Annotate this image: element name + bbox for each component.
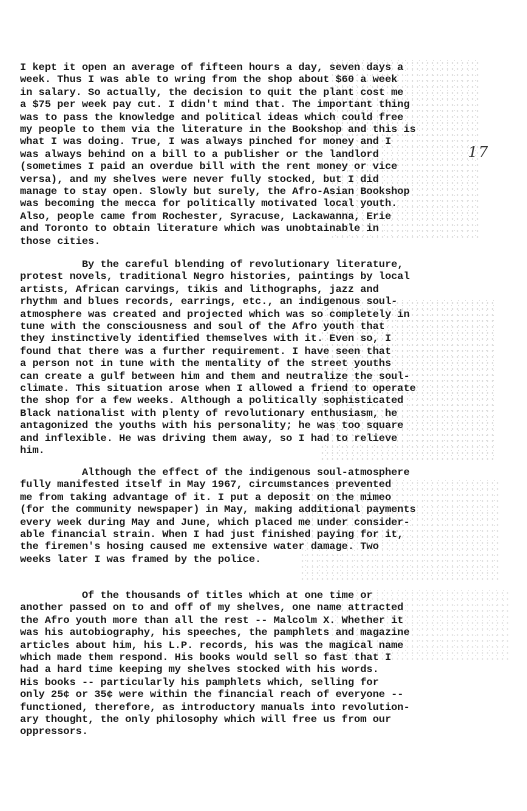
paragraph-2: [20, 259, 510, 458]
text-line: a $75 per week pay cut. I didn't mind that. The important thing: [20, 99, 410, 112]
text-line: found that there was a further requirement. I have seen that: [20, 345, 392, 358]
text-line: versa), and my shelves were never fully stocked, but I did: [20, 173, 379, 186]
text-line: can create a gulf between him and them and neutralize the soul-: [20, 370, 410, 383]
text-line: a person not in tune with the mentality of the street youths: [20, 358, 392, 371]
text-line: atmosphere was created and projected which was so completely in: [20, 308, 410, 321]
text-line: His books -- particularly his pamphlets which, selling for: [20, 676, 379, 689]
text-line: I kept it open an average of fifteen hours a day, seven days a: [20, 62, 404, 74]
text-line: him.: [20, 445, 45, 458]
paragraph-4: [20, 590, 510, 739]
text-line: Of the thousands of titles which at one time or: [20, 590, 373, 602]
text-line: Although the effect of the indigenous soul-atmosphere: [20, 467, 410, 479]
text-line: By the careful blending of revolutionary literature,: [20, 259, 404, 271]
text-line: those cities.: [20, 235, 101, 248]
text-line: climate. This situation arose when I allowed a friend to operate: [20, 383, 416, 396]
paragraph-1: [20, 62, 510, 248]
text-line: tune with the consciousness and soul of the Afro youth that: [20, 321, 385, 334]
text-line: was to pass the knowledge and political ideas which could free: [20, 111, 404, 124]
text-line: and Toronto to obtain literature which was unobtainable in: [20, 223, 379, 236]
text-line: they instinctively identified themselves with it. Even so, I: [20, 333, 392, 346]
text-line: protest novels, traditional Negro histories, paintings by local: [20, 271, 410, 284]
text-line: the firemen's hosing caused me extensive water damage. Two: [20, 541, 379, 554]
text-line: weeks later I was framed by the police.: [20, 553, 262, 566]
text-line: was always behind on a bill to a publisher or the landlord: [20, 148, 379, 161]
text-line: week. Thus I was able to wring from the shop about $60 a week: [20, 74, 398, 87]
text-line: and inflexible. He was driving them away, so I had to relieve: [20, 432, 398, 445]
text-line: was becoming the mecca for politically motivated local youth.: [20, 198, 398, 211]
handwritten-page-number: 17: [468, 143, 490, 161]
text-line: manage to stay open. Slowly but surely, the Afro-Asian Bookshop: [20, 186, 410, 199]
paragraph-3: [20, 467, 510, 566]
text-line: Black nationalist with plenty of revolutionary enthusiasm, he: [20, 407, 398, 420]
text-line: in salary. So actually, the decision to quit the plant cost me: [20, 86, 404, 99]
text-line: ary thought, the only philosophy which will free us from our: [20, 714, 392, 727]
text-line: only 25¢ or 35¢ were within the financial reach of everyone --: [20, 689, 404, 702]
text-line: antagonized the youths with his personality; he was too square: [20, 420, 404, 433]
text-line: oppressors.: [20, 726, 89, 739]
text-line: my people to them via the literature in the Bookshop and this is: [20, 124, 416, 137]
text-line: Also, people came from Rochester, Syracuse, Lackawanna, Erie: [20, 210, 392, 223]
text-line: rhythm and blues records, earrings, etc., an indigenous soul-: [20, 296, 398, 309]
text-line: me from taking advantage of it. I put a deposit on the mimeo: [20, 491, 392, 504]
text-line: functioned, therefore, as introductory manuals into revolution-: [20, 701, 410, 714]
text-line: the Afro youth more than all the rest -- Malcolm X. Whether it: [20, 614, 404, 627]
text-line: artists, African carvings, tikis and lithographs, jazz and: [20, 283, 379, 296]
text-line: another passed on to and off of my shelves, one name attracted: [20, 602, 404, 615]
text-line: had a hard time keeping my shelves stocked with his words.: [20, 664, 379, 677]
text-line: what I was doing. True, I was always pinched for money and I: [20, 136, 392, 149]
text-line: which made them respond. His books would sell so fast that I: [20, 652, 392, 665]
text-line: able financial strain. When I had just finished paying for it,: [20, 529, 404, 542]
text-line: every week during May and June, which placed me under consider-: [20, 516, 410, 529]
text-line: (sometimes I paid an overdue bill with the rent money or vice: [20, 161, 398, 174]
text-line: (for the community newspaper) in May, making additional payments: [20, 504, 416, 517]
text-line: was his autobiography, his speeches, the pamphlets and magazine: [20, 627, 410, 640]
text-line: the shop for a few weeks. Although a politically sophisticated: [20, 395, 404, 408]
text-line: fully manifested itself in May 1967, circumstances prevented: [20, 479, 392, 492]
text-line: articles about him, his L.P. records, his was the magical name: [20, 639, 404, 652]
